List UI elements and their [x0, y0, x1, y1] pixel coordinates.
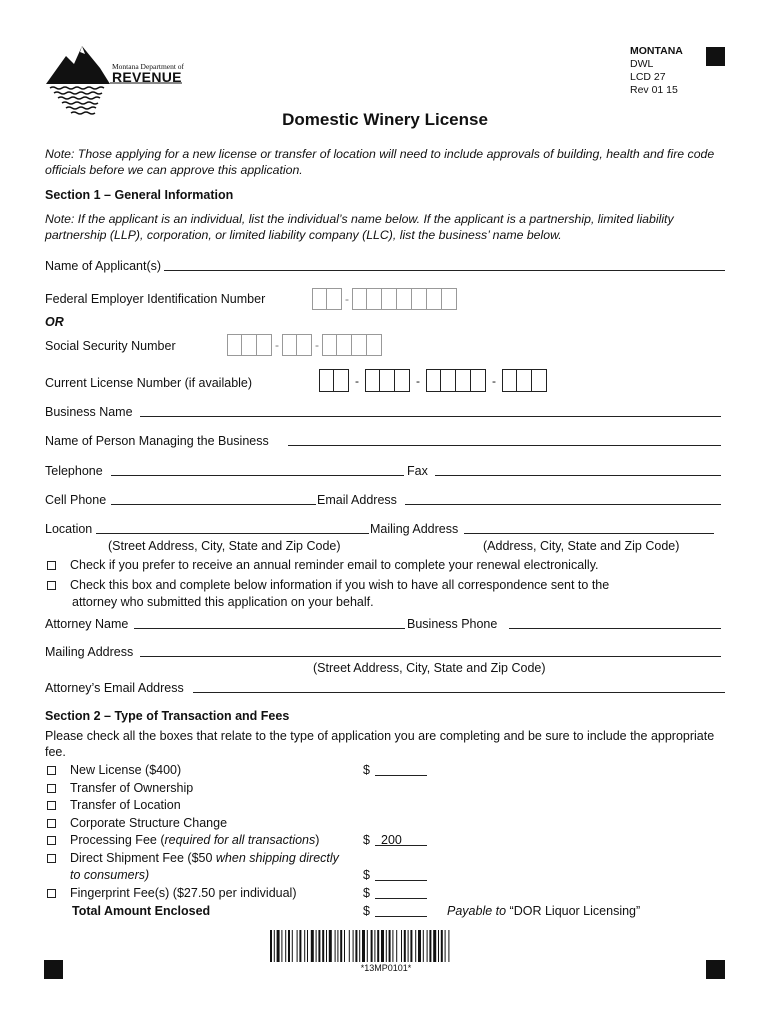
fingerprint-fee-amount[interactable]	[375, 898, 427, 899]
barcode-bar	[381, 930, 384, 962]
telephone-field[interactable]	[111, 475, 404, 476]
fax-label: Fax	[407, 464, 428, 478]
direct-shipment-dollar: $	[363, 868, 370, 882]
direct-shipment-checkbox[interactable]	[47, 854, 56, 863]
ssn-field[interactable]: - -	[227, 334, 382, 356]
payable-to-text: Payable to “DOR Liquor Licensing”	[447, 904, 641, 918]
email-field[interactable]	[405, 504, 721, 505]
attorney-name-field[interactable]	[134, 628, 405, 629]
direct-shipment-label-2: to consumers)	[70, 868, 150, 882]
barcode-bar	[329, 930, 332, 962]
barcode-bar	[353, 930, 354, 962]
attorney-mailing-field[interactable]	[140, 656, 721, 657]
location-field[interactable]	[96, 533, 369, 534]
logo-small-text: Montana Department of	[112, 62, 185, 71]
barcode-bar	[389, 930, 391, 962]
new-license-dollar: $	[363, 763, 370, 777]
barcode-text: *13MP0101*	[360, 963, 412, 973]
barcode-bar	[408, 930, 409, 962]
barcode-bar	[349, 930, 350, 962]
barcode-bar	[433, 930, 436, 962]
barcode-bar	[374, 930, 375, 962]
reminder-email-checkbox[interactable]	[47, 561, 56, 570]
attorney-email-field[interactable]	[193, 692, 725, 693]
barcode-bar	[277, 930, 280, 962]
cell-phone-field[interactable]	[111, 504, 316, 505]
fein-field[interactable]: -	[312, 288, 457, 310]
corporate-change-label: Corporate Structure Change	[70, 816, 228, 830]
barcode-bar	[311, 930, 314, 962]
processing-fee-label: Processing Fee (required for all transactions)	[70, 833, 320, 847]
barcode-bar	[307, 930, 308, 962]
business-name-field[interactable]	[140, 416, 721, 417]
barcode-bar	[427, 930, 428, 962]
barcode-bar	[318, 930, 320, 962]
transfer-ownership-checkbox[interactable]	[47, 784, 56, 793]
fingerprint-fee-label: Fingerprint Fee(s) ($27.50 per individual)	[70, 886, 297, 900]
barcode-bar	[335, 930, 336, 962]
telephone-label: Telephone	[45, 464, 103, 478]
barcode-bar	[392, 930, 393, 962]
mailing-address-field[interactable]	[464, 533, 714, 534]
barcode-bar	[299, 930, 301, 962]
section1-note: Note: If the applicant is an individual, list the individual’s name below. If the applicant is a partnership, limited liability partnership (LLP), corporation, or limited liability company (LLC), list the business’ name below.	[45, 212, 674, 242]
page-title: Domestic Winery License	[282, 110, 488, 129]
barcode-bar	[423, 930, 424, 962]
barcode-bar	[429, 930, 431, 962]
license-number-field[interactable]: - - -	[319, 369, 547, 392]
barcode-bar	[292, 930, 293, 962]
barcode-bar	[304, 930, 305, 962]
attorney-mailing-hint: (Street Address, City, State and Zip Code)	[313, 661, 546, 675]
fax-field[interactable]	[435, 475, 721, 476]
barcode-bar	[288, 930, 290, 962]
barcode-bar	[322, 930, 324, 962]
barcode-bar	[438, 930, 439, 962]
manager-field[interactable]	[288, 445, 721, 446]
business-name-label: Business Name	[45, 405, 133, 419]
direct-shipment-amount[interactable]	[375, 880, 427, 881]
barcode-bar	[359, 930, 360, 962]
barcode-bar	[415, 930, 416, 962]
reminder-email-label: Check if you prefer to receive an annual reminder email to complete your renewal electronically.	[70, 558, 599, 572]
barcode-bar	[396, 930, 397, 962]
registration-mark-bottom-left	[44, 960, 63, 979]
fingerprint-fee-checkbox[interactable]	[47, 889, 56, 898]
header-state: MONTANA	[630, 45, 683, 57]
barcode-bar	[386, 930, 387, 962]
new-license-amount[interactable]	[375, 775, 427, 776]
attorney-correspondence-label-2: attorney who submitted this application on your behalf.	[72, 595, 374, 609]
new-license-label: New License ($400)	[70, 763, 182, 777]
mailing-address-label: Mailing Address	[370, 522, 459, 536]
barcode	[270, 930, 502, 962]
logo-big-text: REVENUE	[112, 69, 182, 85]
barcode-bar	[404, 930, 406, 962]
location-hint: (Street Address, City, State and Zip Code)	[108, 539, 341, 553]
fein-label: Federal Employer Identification Number	[45, 292, 266, 306]
barcode-bar	[285, 930, 286, 962]
processing-fee-dollar: $	[363, 833, 370, 847]
barcode-bar	[367, 930, 368, 962]
email-label: Email Address	[317, 493, 397, 507]
attorney-email-label: Attorney’s Email Address	[45, 681, 184, 695]
mailing-hint: (Address, City, State and Zip Code)	[483, 539, 680, 553]
header-lcd: LCD 27	[630, 71, 666, 83]
total-amount-field[interactable]	[375, 916, 427, 917]
header-form-code: DWL	[630, 58, 654, 70]
section2-instructions: Please check all the boxes that relate to the type of application you are completing and be sure to include the appropriate fee.	[45, 729, 715, 759]
barcode-bar	[326, 930, 327, 962]
section2-heading: Section 2 – Type of Transaction and Fees	[45, 709, 290, 723]
manager-label: Name of Person Managing the Business	[45, 434, 269, 448]
barcode-bar	[355, 930, 357, 962]
barcode-bar	[344, 930, 345, 962]
barcode-bar	[316, 930, 317, 962]
applicant-name-field[interactable]	[164, 270, 725, 271]
section1-heading: Section 1 – General Information	[45, 188, 234, 202]
attorney-correspondence-checkbox[interactable]	[47, 581, 56, 590]
barcode-bar	[281, 930, 282, 962]
corporate-change-checkbox[interactable]	[47, 819, 56, 828]
new-license-checkbox[interactable]	[47, 766, 56, 775]
barcode-bar	[377, 930, 379, 962]
barcode-bar	[371, 930, 373, 962]
attorney-name-label: Attorney Name	[45, 617, 129, 631]
barcode-bar	[297, 930, 298, 962]
attorney-correspondence-label: Check this box and complete below information if you wish to have all correspondence sent to the	[70, 578, 610, 592]
applicant-name-label: Name of Applicant(s)	[45, 259, 162, 273]
registration-mark-top-right	[706, 47, 725, 66]
barcode-bar	[362, 930, 365, 962]
barcode-bar	[270, 930, 272, 962]
barcode-bar	[441, 930, 443, 962]
barcode-bar	[418, 930, 421, 962]
barcode-bar	[410, 930, 412, 962]
business-phone-label: Business Phone	[407, 617, 498, 631]
transfer-location-label: Transfer of Location	[70, 798, 181, 812]
total-amount-dollar: $	[363, 904, 370, 918]
barcode-bar	[274, 930, 275, 962]
transfer-location-checkbox[interactable]	[47, 801, 56, 810]
barcode-bar	[401, 930, 402, 962]
location-label: Location	[45, 522, 93, 536]
barcode-bar	[337, 930, 338, 962]
processing-fee-checkbox[interactable]	[47, 836, 56, 845]
or-label: OR	[45, 315, 64, 329]
intro-note: Note: Those applying for a new license or transfer of location will need to include approvals of building, health and fire code officials before we can approve this application.	[45, 147, 715, 177]
license-number-label: Current License Number (if available)	[45, 376, 253, 390]
total-amount-label: Total Amount Enclosed	[72, 904, 211, 918]
barcode-bar	[448, 930, 449, 962]
business-phone-field[interactable]	[509, 628, 721, 629]
attorney-mailing-label: Mailing Address	[45, 645, 134, 659]
direct-shipment-label: Direct Shipment Fee ($50 when shipping directly	[70, 851, 339, 865]
barcode-bar	[445, 930, 446, 962]
ssn-label: Social Security Number	[45, 339, 176, 353]
processing-fee-amount[interactable]: 200	[381, 833, 402, 847]
transfer-ownership-label: Transfer of Ownership	[70, 781, 194, 795]
barcode-bar	[340, 930, 342, 962]
header-revision: Rev 01 15	[630, 84, 678, 96]
fingerprint-fee-dollar: $	[363, 886, 370, 900]
cell-phone-label: Cell Phone	[45, 493, 107, 507]
registration-mark-bottom-right	[706, 960, 725, 979]
